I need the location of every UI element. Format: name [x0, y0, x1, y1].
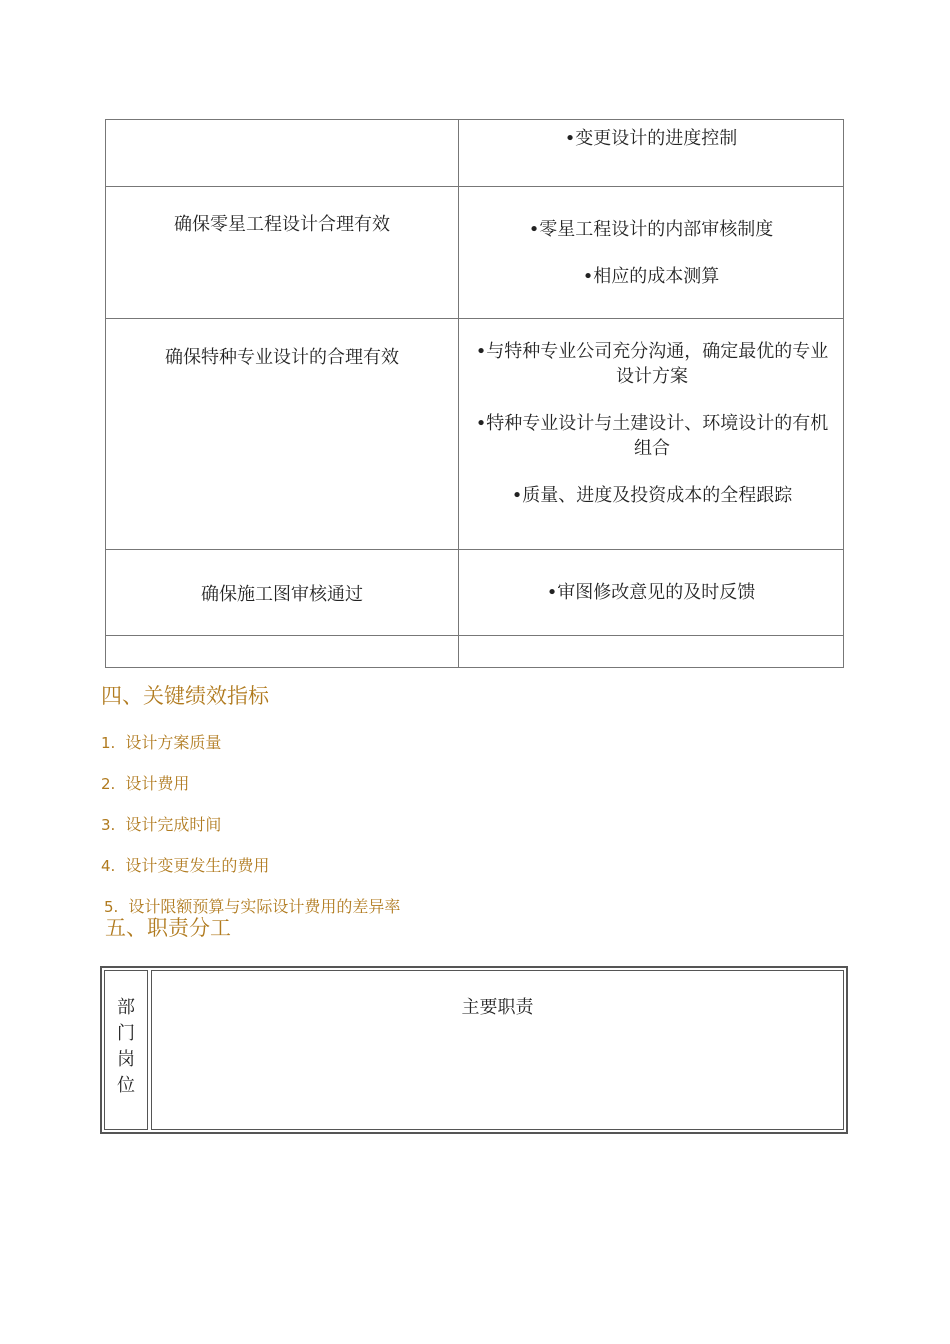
item-text: 设计方案质量	[125, 733, 222, 752]
measure-cell	[459, 120, 844, 187]
table-row	[106, 319, 844, 550]
table-row	[106, 120, 844, 187]
goal-text: 确保施工图审核通过	[201, 583, 363, 605]
section-title-kpi: 四、关键绩效指标	[101, 684, 269, 708]
item-number: 4.	[101, 857, 116, 875]
item-text: 设计完成时间	[125, 815, 222, 834]
dept-header-cell	[104, 970, 148, 1130]
duty-header-text: 主要职责	[461, 997, 534, 1018]
measure-cell	[459, 636, 844, 668]
measure-item: •与特种专业公司充分沟通，确定最优的专业设计方案	[475, 341, 829, 387]
list-item	[101, 854, 400, 895]
measure-item: •相应的成本测算	[582, 266, 720, 287]
dept-header-char: 岗	[117, 1049, 135, 1070]
measure-cell	[459, 187, 844, 319]
dept-header-char: 部	[117, 997, 135, 1018]
dept-header-char: 门	[117, 1023, 135, 1044]
measure-item: •零星工程设计的内部审核制度	[528, 219, 774, 240]
goal-cell	[106, 187, 459, 319]
dept-header-char: 位	[117, 1075, 135, 1096]
duty-table	[100, 966, 848, 1134]
list-item	[101, 813, 400, 854]
measure-item: •变更设计的进度控制	[564, 128, 738, 149]
goal-measure-table	[105, 119, 844, 668]
duty-header-cell	[151, 970, 844, 1130]
item-number: 2.	[101, 775, 116, 793]
table-row	[106, 550, 844, 636]
kpi-list	[101, 731, 400, 936]
item-number: 3.	[101, 816, 116, 834]
section-title-duties: 五、职责分工	[105, 916, 231, 940]
item-number: 5.	[104, 898, 119, 916]
measure-item: •特种专业设计与土建设计、环境设计的有机组合	[475, 413, 829, 459]
goal-cell	[106, 550, 459, 636]
table-row	[106, 636, 844, 668]
item-text: 设计费用	[125, 774, 190, 793]
goal-cell	[106, 319, 459, 550]
goal-cell	[106, 120, 459, 187]
measure-item: •审图修改意见的及时反馈	[546, 582, 756, 603]
goal-text: 确保零星工程设计合理有效	[174, 214, 390, 235]
table-row	[106, 187, 844, 319]
list-item	[101, 731, 400, 772]
measure-cell	[459, 550, 844, 636]
measure-cell	[459, 319, 844, 550]
list-item	[101, 772, 400, 813]
item-number: 1.	[101, 734, 116, 752]
goal-text: 确保特种专业设计的合理有效	[165, 347, 399, 368]
measure-item: •质量、进度及投资成本的全程跟踪	[511, 485, 793, 506]
item-text: 设计限额预算与实际设计费用的差异率	[128, 897, 401, 916]
goal-cell	[106, 636, 459, 668]
item-text: 设计变更发生的费用	[125, 856, 270, 875]
